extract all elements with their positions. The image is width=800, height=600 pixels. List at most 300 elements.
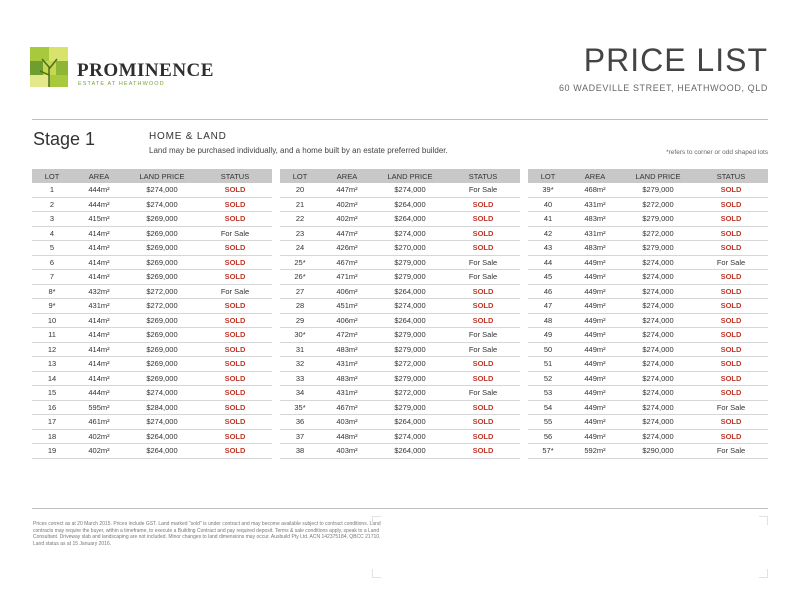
- lot-area: 447m²: [336, 185, 358, 195]
- table-row: [528, 430, 768, 445]
- lot-number: 23: [295, 228, 305, 238]
- land-price: $279,000: [394, 344, 426, 354]
- lot-area: 431m²: [88, 301, 110, 311]
- land-price: $264,000: [394, 315, 426, 325]
- lot-number: 30*: [294, 330, 306, 340]
- table-row: [32, 285, 272, 300]
- header-lot: LOT: [540, 171, 556, 181]
- lot-number: 35*: [294, 402, 306, 412]
- lot-number: 50: [543, 344, 553, 354]
- table-row: [280, 256, 520, 271]
- lot-number: 11: [48, 330, 56, 340]
- lot-status: SOLD: [472, 286, 494, 296]
- brand-subtitle: ESTATE AT HEATHWOOD: [78, 81, 165, 87]
- lot-status: SOLD: [720, 330, 742, 340]
- table-row: [280, 401, 520, 416]
- table-row: [280, 285, 520, 300]
- land-price: $264,000: [146, 431, 178, 441]
- lot-area: 471m²: [336, 272, 358, 282]
- header-area: AREA: [584, 171, 606, 181]
- lot-number: 53: [543, 388, 553, 398]
- price-table-2: [280, 169, 520, 459]
- lot-area: 431m²: [336, 359, 358, 369]
- lot-number: 33: [295, 373, 305, 383]
- lot-area: 414m²: [88, 373, 110, 383]
- lot-area: 444m²: [88, 185, 110, 195]
- land-price: $290,000: [642, 446, 674, 456]
- lot-area: 414m²: [88, 315, 110, 325]
- table-row: [528, 444, 768, 459]
- land-price: $272,000: [394, 359, 426, 369]
- lot-area: 467m²: [336, 257, 358, 267]
- lot-area: 468m²: [584, 185, 606, 195]
- table-row: [280, 386, 520, 401]
- lot-status: For Sale: [468, 272, 498, 282]
- table-row: [280, 198, 520, 213]
- land-price: $272,000: [642, 199, 674, 209]
- lot-status: SOLD: [472, 301, 494, 311]
- lot-status: For Sale: [468, 257, 498, 267]
- land-price: $272,000: [394, 388, 426, 398]
- lot-area: 449m²: [584, 301, 606, 311]
- lot-area: 472m²: [336, 330, 358, 340]
- lot-number: 4: [49, 228, 55, 238]
- land-price: $270,000: [394, 243, 426, 253]
- lot-number: 5: [49, 243, 55, 253]
- lot-status: SOLD: [224, 402, 246, 412]
- land-price: $274,000: [642, 359, 674, 369]
- lot-area: 448m²: [336, 431, 358, 441]
- land-price: $274,000: [394, 431, 426, 441]
- table-row: [528, 256, 768, 271]
- header-lot: LOT: [44, 171, 60, 181]
- table-row: [32, 343, 272, 358]
- table-row: [32, 241, 272, 256]
- table-row: [528, 314, 768, 329]
- crop-marks: [372, 516, 768, 578]
- lot-number: 25*: [294, 257, 306, 267]
- lot-area: 449m²: [584, 359, 606, 369]
- land-price: $279,000: [642, 214, 674, 224]
- lot-status: For Sale: [468, 185, 498, 195]
- table-row: [32, 256, 272, 271]
- land-price: $269,000: [146, 359, 178, 369]
- lot-status: SOLD: [720, 431, 742, 441]
- table-row: [528, 227, 768, 242]
- land-price: $274,000: [146, 417, 178, 427]
- lot-area: 483m²: [584, 243, 606, 253]
- lot-number: 9*: [48, 301, 56, 311]
- table-row: [528, 285, 768, 300]
- lot-number: 14: [47, 373, 57, 383]
- table-row: [528, 357, 768, 372]
- lot-number: 45: [543, 272, 553, 282]
- land-price: $264,000: [394, 286, 426, 296]
- lot-area: 402m²: [336, 199, 358, 209]
- lot-number: 41: [543, 214, 553, 224]
- table-row: [528, 343, 768, 358]
- land-price: $269,000: [146, 344, 178, 354]
- corner-lots-note: *refers to corner or odd shaped lots: [666, 149, 768, 156]
- lot-status: SOLD: [224, 344, 246, 354]
- lot-status: SOLD: [224, 214, 246, 224]
- land-price: $279,000: [394, 330, 426, 340]
- table-row: [528, 183, 768, 198]
- header-land-price: LAND PRICE: [635, 171, 681, 181]
- lot-area: 592m²: [584, 446, 606, 456]
- lot-status: SOLD: [472, 446, 494, 456]
- lot-status: SOLD: [472, 373, 494, 383]
- land-price: $274,000: [642, 330, 674, 340]
- lot-number: 34: [295, 388, 305, 398]
- lot-status: SOLD: [720, 344, 742, 354]
- table-row: [280, 328, 520, 343]
- lot-status: SOLD: [720, 286, 742, 296]
- table-row: [280, 314, 520, 329]
- lot-status: For Sale: [716, 402, 746, 412]
- lot-status: SOLD: [224, 301, 246, 311]
- table-row: [32, 212, 272, 227]
- table-row: [32, 430, 272, 445]
- land-price: $279,000: [642, 185, 674, 195]
- lot-status: SOLD: [720, 417, 742, 427]
- land-price: $274,000: [642, 315, 674, 325]
- lot-status: SOLD: [720, 243, 742, 253]
- lot-area: 414m²: [88, 272, 110, 282]
- lot-number: 20: [295, 185, 305, 195]
- lot-number: 52: [543, 373, 553, 383]
- lot-status: SOLD: [224, 243, 246, 253]
- lot-area: 483m²: [584, 214, 606, 224]
- table-row: [32, 386, 272, 401]
- land-price: $274,000: [642, 417, 674, 427]
- land-price: $264,000: [394, 199, 426, 209]
- lot-number: 17: [47, 417, 57, 427]
- lot-number: 1: [49, 185, 55, 195]
- lot-number: 32: [295, 359, 305, 369]
- table-row: [280, 183, 520, 198]
- table-row: [280, 299, 520, 314]
- lot-number: 6: [49, 257, 55, 267]
- land-price: $274,000: [642, 257, 674, 267]
- header-lot: LOT: [292, 171, 308, 181]
- lot-status: SOLD: [224, 272, 246, 282]
- lot-number: 36: [295, 417, 305, 427]
- lot-area: 449m²: [584, 344, 606, 354]
- land-price: $269,000: [146, 330, 178, 340]
- lot-area: 451m²: [336, 301, 358, 311]
- land-price: $264,000: [146, 446, 178, 456]
- lot-number: 43: [543, 243, 553, 253]
- lot-area: 449m²: [584, 315, 606, 325]
- lot-status: For Sale: [220, 228, 250, 238]
- lot-area: 403m²: [336, 446, 358, 456]
- section-heading: HOME & LAND: [149, 131, 227, 142]
- table-header-row: [280, 169, 520, 183]
- table-row: [32, 328, 272, 343]
- lot-number: 56: [543, 431, 553, 441]
- lot-number: 7: [49, 272, 55, 282]
- lot-area: 426m²: [336, 243, 358, 253]
- land-price: $269,000: [146, 272, 178, 282]
- lot-status: SOLD: [720, 301, 742, 311]
- table-row: [32, 401, 272, 416]
- table-row: [32, 183, 272, 198]
- lot-number: 12: [47, 344, 57, 354]
- lot-number: 2: [49, 199, 55, 209]
- table-row: [528, 328, 768, 343]
- table-header-row: [528, 169, 768, 183]
- lot-status: SOLD: [720, 185, 742, 195]
- land-price: $269,000: [146, 228, 178, 238]
- prominence-logo-icon: [30, 47, 68, 87]
- lot-number: 18: [47, 431, 57, 441]
- header-area: AREA: [88, 171, 110, 181]
- lot-area: 444m²: [88, 388, 110, 398]
- lot-number: 26*: [294, 272, 306, 282]
- estate-address: 60 WADEVILLE STREET, HEATHWOOD, QLD: [558, 83, 768, 93]
- lot-status: SOLD: [224, 388, 246, 398]
- lot-area: 449m²: [584, 431, 606, 441]
- lot-area: 403m²: [336, 417, 358, 427]
- land-price: $274,000: [642, 388, 674, 398]
- table-row: [528, 372, 768, 387]
- lot-area: 414m²: [88, 228, 110, 238]
- lot-status: For Sale: [220, 286, 250, 296]
- top-divider: [32, 119, 768, 120]
- lot-status: SOLD: [224, 359, 246, 369]
- table-row: [280, 241, 520, 256]
- header-status: STATUS: [716, 171, 746, 181]
- lot-area: 449m²: [584, 272, 606, 282]
- lot-status: SOLD: [472, 315, 494, 325]
- page-title: PRICE LIST: [583, 42, 768, 78]
- table-row: [280, 212, 520, 227]
- table-row: [32, 227, 272, 242]
- lot-number: 15: [47, 388, 57, 398]
- lot-status: SOLD: [720, 359, 742, 369]
- lot-number: 21: [295, 199, 305, 209]
- land-price: $272,000: [642, 228, 674, 238]
- price-table-3: [528, 169, 768, 459]
- lot-status: SOLD: [472, 228, 494, 238]
- lot-number: 19: [47, 446, 57, 456]
- land-price: $274,000: [642, 286, 674, 296]
- lot-number: 46: [543, 286, 553, 296]
- lot-status: SOLD: [720, 388, 742, 398]
- lot-status: SOLD: [720, 214, 742, 224]
- lot-area: 432m²: [88, 286, 110, 296]
- land-price: $269,000: [146, 315, 178, 325]
- lot-number: 37: [295, 431, 305, 441]
- table-row: [528, 401, 768, 416]
- lot-area: 406m²: [336, 315, 358, 325]
- header: [0, 0, 800, 118]
- lot-area: 414m²: [88, 257, 110, 267]
- land-price: $279,000: [394, 272, 426, 282]
- lot-number: 54: [543, 402, 553, 412]
- lot-area: 449m²: [584, 417, 606, 427]
- lot-number: 27: [295, 286, 305, 296]
- land-price: $274,000: [642, 402, 674, 412]
- lot-status: SOLD: [224, 373, 246, 383]
- lot-status: SOLD: [224, 185, 246, 195]
- lot-area: 461m²: [88, 417, 110, 427]
- table-row: [32, 270, 272, 285]
- table-row: [528, 270, 768, 285]
- table-row: [32, 444, 272, 459]
- table-row: [280, 343, 520, 358]
- bottom-divider: [32, 508, 768, 509]
- lot-number: 57*: [542, 446, 554, 456]
- lot-number: 38: [295, 446, 305, 456]
- lot-area: 444m²: [88, 199, 110, 209]
- land-price: $269,000: [146, 243, 178, 253]
- lot-area: 467m²: [336, 402, 358, 412]
- header-status: STATUS: [220, 171, 250, 181]
- table-row: [280, 227, 520, 242]
- lot-status: SOLD: [472, 359, 494, 369]
- table-row: [280, 430, 520, 445]
- lot-status: SOLD: [720, 315, 742, 325]
- lot-status: SOLD: [720, 373, 742, 383]
- land-price: $269,000: [146, 214, 178, 224]
- header-area: AREA: [336, 171, 358, 181]
- lot-status: SOLD: [720, 228, 742, 238]
- table-row: [280, 357, 520, 372]
- lot-status: For Sale: [468, 344, 498, 354]
- lot-number: 13: [47, 359, 57, 369]
- lot-number: 10: [47, 315, 57, 325]
- lot-status: SOLD: [472, 199, 494, 209]
- lot-area: 483m²: [336, 373, 358, 383]
- lot-area: 414m²: [88, 344, 110, 354]
- stage-title: Stage 1: [33, 129, 96, 149]
- header-land-price: LAND PRICE: [139, 171, 185, 181]
- lot-area: 449m²: [584, 373, 606, 383]
- land-price: $269,000: [146, 373, 178, 383]
- lot-status: SOLD: [472, 431, 494, 441]
- land-price: $274,000: [642, 272, 674, 282]
- lot-status: For Sale: [716, 446, 746, 456]
- lot-number: 31: [295, 344, 305, 354]
- lot-number: 47: [543, 301, 553, 311]
- table-row: [528, 241, 768, 256]
- table-row: [32, 415, 272, 430]
- land-price: $274,000: [642, 431, 674, 441]
- lot-area: 449m²: [584, 330, 606, 340]
- land-price: $274,000: [394, 185, 426, 195]
- lot-number: 44: [543, 257, 553, 267]
- header-land-price: LAND PRICE: [387, 171, 433, 181]
- lot-number: 8*: [48, 286, 56, 296]
- lot-number: 48: [543, 315, 553, 325]
- table-row: [32, 314, 272, 329]
- lot-status: For Sale: [468, 330, 498, 340]
- table-row: [280, 372, 520, 387]
- lot-status: SOLD: [224, 417, 246, 427]
- land-price: $284,000: [146, 402, 178, 412]
- table-row: [528, 386, 768, 401]
- lot-number: 28: [295, 301, 305, 311]
- table-row: [32, 198, 272, 213]
- section-description: Land may be purchased individually, and a home built by an estate preferred builder.: [149, 146, 448, 155]
- land-price: $274,000: [642, 373, 674, 383]
- lot-status: SOLD: [720, 199, 742, 209]
- lot-area: 402m²: [88, 446, 110, 456]
- header-status: STATUS: [468, 171, 498, 181]
- lot-status: For Sale: [716, 257, 746, 267]
- lot-status: SOLD: [472, 243, 494, 253]
- lot-area: 414m²: [88, 243, 110, 253]
- lot-area: 414m²: [88, 330, 110, 340]
- lot-status: SOLD: [720, 272, 742, 282]
- land-price: $274,000: [394, 228, 426, 238]
- lot-number: 49: [543, 330, 553, 340]
- table-row: [528, 212, 768, 227]
- land-price: $264,000: [394, 446, 426, 456]
- price-table-1: [32, 169, 272, 459]
- table-row: [32, 372, 272, 387]
- land-price: $274,000: [394, 301, 426, 311]
- table-header-row: [32, 169, 272, 183]
- lot-area: 449m²: [584, 402, 606, 412]
- land-price: $274,000: [642, 344, 674, 354]
- lot-number: 16: [47, 402, 57, 412]
- lot-status: SOLD: [224, 199, 246, 209]
- lot-area: 595m²: [88, 402, 110, 412]
- land-price: $272,000: [146, 286, 178, 296]
- lot-area: 483m²: [336, 344, 358, 354]
- lot-status: SOLD: [224, 431, 246, 441]
- lot-number: 42: [543, 228, 553, 238]
- lot-area: 449m²: [584, 257, 606, 267]
- lot-status: SOLD: [472, 214, 494, 224]
- lot-number: 55: [543, 417, 553, 427]
- table-row: [280, 415, 520, 430]
- table-row: [528, 415, 768, 430]
- lot-area: 431m²: [584, 199, 606, 209]
- lot-area: 414m²: [88, 359, 110, 369]
- table-row: [528, 198, 768, 213]
- lot-status: SOLD: [224, 330, 246, 340]
- lot-area: 406m²: [336, 286, 358, 296]
- lot-area: 449m²: [584, 388, 606, 398]
- land-price: $264,000: [394, 417, 426, 427]
- land-price: $274,000: [146, 199, 178, 209]
- lot-status: For Sale: [468, 388, 498, 398]
- lot-area: 402m²: [336, 214, 358, 224]
- lot-area: 447m²: [336, 228, 358, 238]
- land-price: $264,000: [394, 214, 426, 224]
- lot-number: 3: [49, 214, 55, 224]
- lot-status: SOLD: [224, 257, 246, 267]
- table-row: [32, 357, 272, 372]
- table-row: [528, 299, 768, 314]
- disclaimer-text: Prices correct as at 20 March 2015. Prices include GST. Land marked "sold" is under contract and may become available subject to contract conditions. Land contracts may require the buyer, within a timeframe, to execute a Building Contract and pay required deposit. Terms & sale conditions apply, speak to a Land Consultant. Driveway slab and landscaping are not included. Minor changes to land dimensions may occur. Ausbuild Pty Ltd. ACN 142375184, QBCC 21710. Land status as at 15 January 2016.: [33, 521, 381, 547]
- land-price: $272,000: [146, 301, 178, 311]
- lot-number: 24: [295, 243, 305, 253]
- lot-status: SOLD: [224, 446, 246, 456]
- lot-area: 415m²: [88, 214, 110, 224]
- lot-status: SOLD: [224, 315, 246, 325]
- lot-number: 29: [295, 315, 305, 325]
- lot-area: 402m²: [88, 431, 110, 441]
- land-price: $279,000: [394, 257, 426, 267]
- lot-status: SOLD: [472, 402, 494, 412]
- lot-status: SOLD: [472, 417, 494, 427]
- land-price: $269,000: [146, 257, 178, 267]
